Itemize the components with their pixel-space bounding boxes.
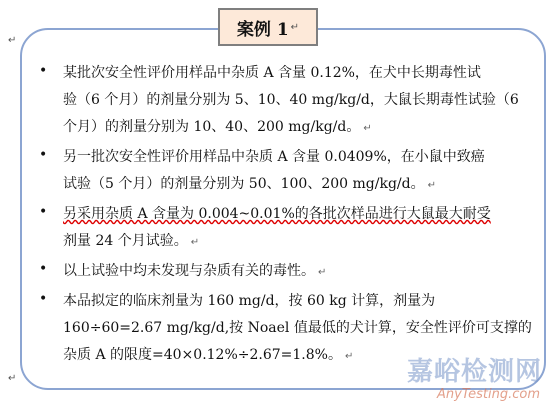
- item-1-line-3: 个月）的剂量分别为 10、40、200 mg/kg/d。: [63, 119, 361, 135]
- watermark-en: AnyTesting.com: [436, 387, 540, 402]
- bullet-icon: •: [39, 147, 48, 163]
- return-mark: ↵: [363, 123, 372, 134]
- item-1-line-2: 验（6 个月）的剂量分别为 5、10、40 mg/kg/d，大鼠长期毒性试验（6: [63, 92, 519, 108]
- bullet-item-3: [39, 201, 491, 255]
- return-mark: ↵: [318, 267, 327, 278]
- item-2-line-1: 另一批次安全性评价用样品中杂质 A 含量 0.0409%，在小鼠中致癌: [63, 149, 485, 165]
- case-title-text: 案例 1: [236, 19, 289, 40]
- item-3-line-2: 剂量 24 个月试验。: [63, 233, 188, 249]
- watermark-cn: 嘉峪检测网: [406, 357, 542, 387]
- return-mark: ↵: [190, 237, 200, 248]
- return-mark: ↵: [290, 21, 300, 33]
- return-mark: ↵: [427, 180, 436, 191]
- bullet-icon: •: [39, 63, 48, 79]
- return-mark: ↵: [344, 351, 354, 362]
- bullet-icon: •: [39, 291, 48, 307]
- bullet-item-1: [39, 60, 519, 141]
- item-1-line-1: 某批次安全性评价用样品中杂质 A 含量 0.12%，在犬中长期毒性试: [63, 65, 481, 81]
- bullet-item-2: [39, 144, 485, 198]
- item-5-line-3: 杂质 A 的限度=40×0.12%÷2.67=1.8%。: [63, 347, 342, 363]
- item-4-line-1: 以上试验中均未发现与杂质有关的毒性。: [63, 263, 315, 279]
- item-2-line-2: 试验（5 个月）的剂量分别为 50、100、200 mg/kg/d。: [63, 176, 425, 192]
- bullet-icon: •: [39, 261, 48, 277]
- return-mark: ↵: [8, 35, 17, 46]
- item-5-line-1: 本品拟定的临床剂量为 160 mg/d，按 60 kg 计算，剂量为: [63, 293, 436, 309]
- item-3-line-1: 另采用杂质 A 含量为 0.004~0.01%的各批次样品进行大鼠最大耐受: [63, 206, 491, 222]
- item-5-line-2: 160÷60=2.67 mg/kg/d,按 Noael 值最低的犬计算，安全性评价可支撑的: [63, 320, 532, 336]
- bullet-icon: •: [39, 204, 48, 220]
- return-mark: ↵: [8, 373, 17, 384]
- case-title: [218, 8, 318, 46]
- bullet-item-4: [39, 258, 327, 285]
